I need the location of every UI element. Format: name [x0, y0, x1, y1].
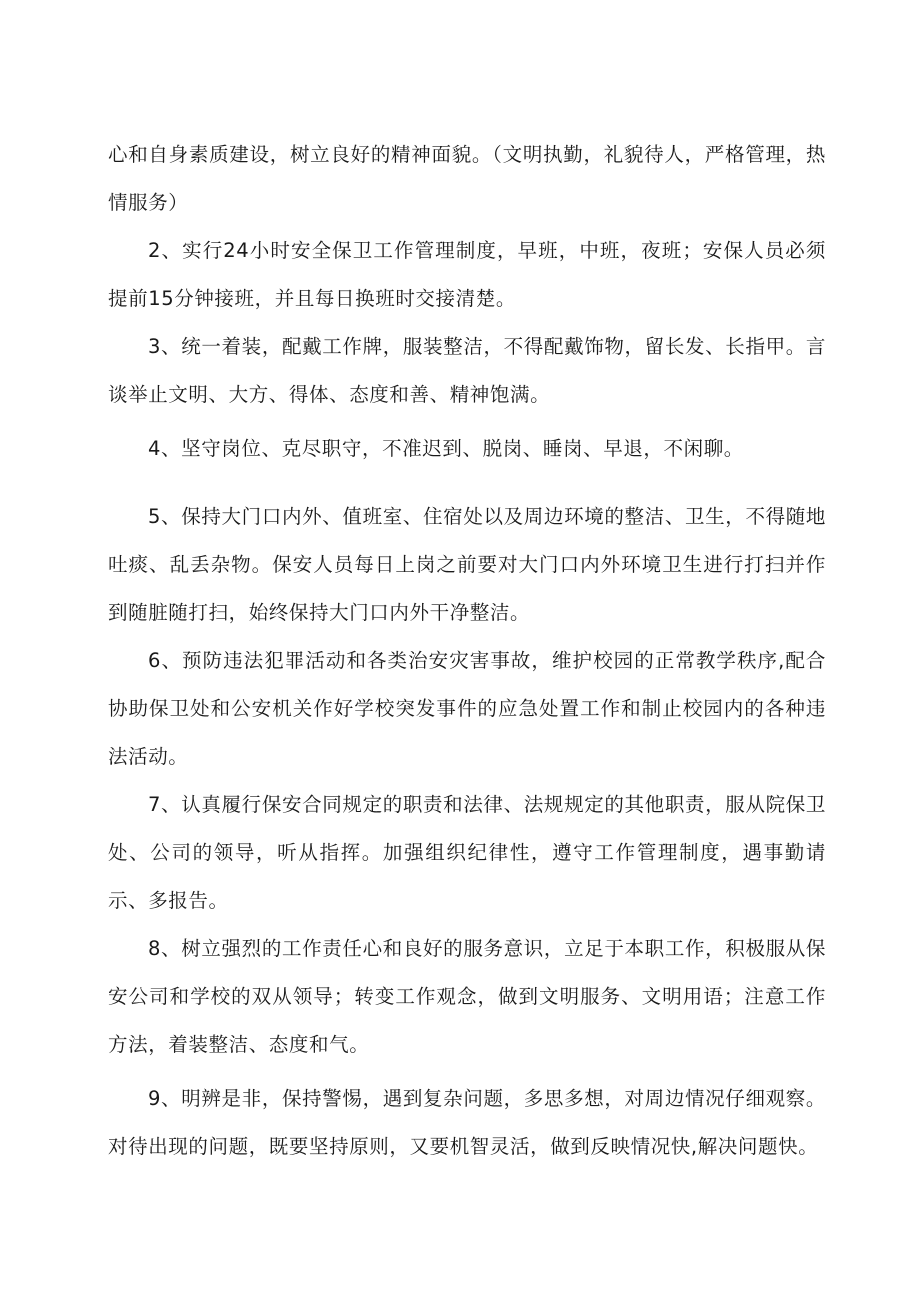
paragraph-item-2: 2、实行24小时安全保卫工作管理制度，早班，中班，夜班；安保人员必须提前15分钟接班，并且每日换班时交接清楚。	[108, 239, 826, 310]
paragraph-item-8: 8、树立强烈的工作责任心和良好的服务意识，立足于本职工作，积极服从保安公司和学校的双从领导；转变工作观念，做到文明服务、文明用语；注意工作方法，着装整洁、态度和气。	[108, 937, 826, 1056]
paragraph-item-7: 7、认真履行保安合同规定的职责和法律、法规规定的其他职责，服从院保卫处、公司的领导，听从指挥。加强组织纪律性，遵守工作管理制度，遇事勤请示、多报告。	[108, 793, 826, 912]
paragraph-item-3: 3、统一着装，配戴工作牌，服装整洁，不得配戴饰物，留长发、长指甲。言谈举止文明、大方、得体、态度和善、精神饱满。	[108, 335, 826, 406]
paragraph-item-4: 4、坚守岗位、克尽职守，不准迟到、脱岗、睡岗、早退，不闲聊。	[148, 437, 744, 460]
paragraph-item-9: 9、明辨是非，保持警惕，遇到复杂问题，多思多想，对周边情况仔细观察。对待出现的问题，既要坚持原则，又要机智灵活，做到反映情况快,解决问题快。	[108, 1087, 826, 1158]
paragraph-item-5: 5、保持大门口内外、值班室、住宿处以及周边环境的整洁、卫生，不得随地吐痰、乱丢杂物。保安人员每日上岗之前要对大门口内外环境卫生进行打扫并作到随脏随打扫，始终保持大门口内外干净整洁。	[108, 505, 826, 624]
paragraph-continuation: 心和自身素质建设，树立良好的精神面貌。（文明执勤，礼貌待人，严格管理，热情服务）	[108, 143, 826, 214]
paragraph-item-6: 6、预防违法犯罪活动和各类治安灾害事故，维护校园的正常教学秩序,配合协助保卫处和公安机关作好学校突发事件的应急处置工作和制止校园内的各种违法活动。	[108, 649, 826, 768]
